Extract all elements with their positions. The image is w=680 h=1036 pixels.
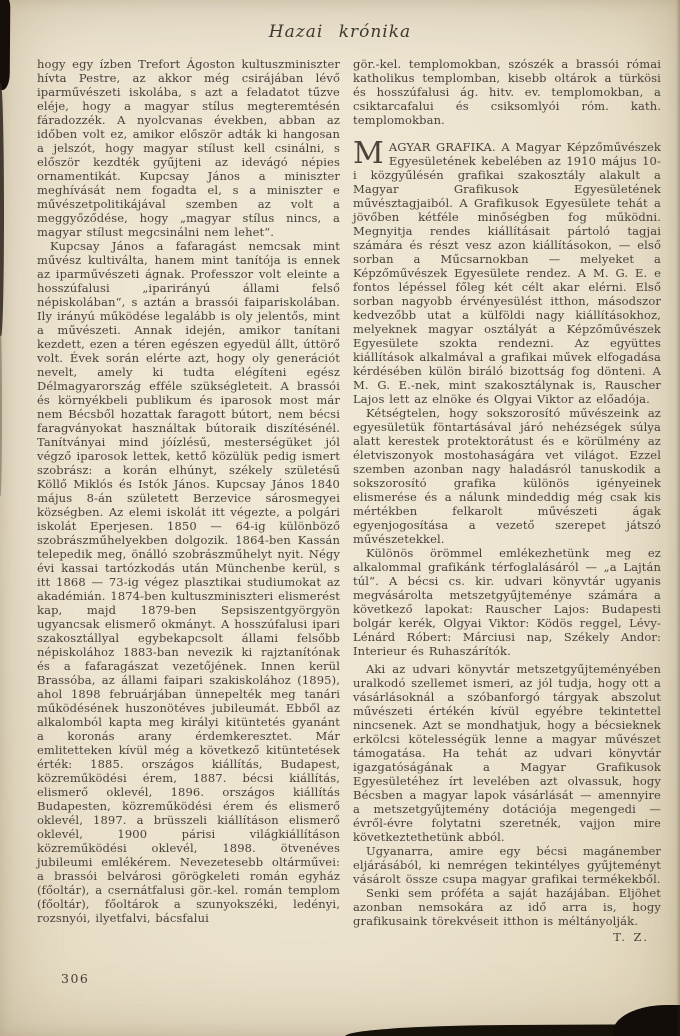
page-header-title: Hazai krónika [268, 22, 412, 42]
section-body-text: AGYAR GRAFIKA. A Magyar Képzőművészek Egyesületének kebelében az 1910 május 10-i közgyűlésén grafikai szakosztály alakult a Magyar Grafikusok Egyesületének művésztagjaiból. A Grafikusok Egyesülete tehát a jövőben kétféle minőségben fog működni. Megnyitja rendes kiállításait pártoló tagjai számára és részt vesz azon kiállításokon, — első sorban a Műcsarnokban — melyeket a Képzőművészek Egyesülete rendez. A M. G. E. e fontos lépéssel főleg két célt akar elérni. Első sorban nagyobb érvényesülést itthon, másodszor kedvezőbb utat a külföldi nagy kiállításokhoz, melyeknek magyar osztályát a Képzőművészek Egyesülete szokta rendezni. Az együttes kiállítások alkalmával a grafikai művek elfogadása kérdésében külön biráló bizottság fog dönteni. A M. G. E.-nek, mint szakosztálynak is, Rauscher Lajos lett az elnöke és Olgyai Viktor az előadója. [353, 140, 661, 406]
author-initials: T. Z. [613, 930, 649, 944]
scan-artifact-left-fade [0, 326, 2, 496]
text-columns [37, 57, 661, 944]
paragraph-kulonos-orommel: Különös örömmel emlékezhetünk meg ez alkalommal grafikánk térfoglalásáról — „a Lajtán túl“. A bécsi cs. kir. udvari könyvtár ugyanis megvásárolta metszetgyűjteménye számára a következő lapokat: Rauscher Lajos: Budapesti bolgár kerék, Olgyai Viktor: Ködös reggel, Lévy-Lénárd Róbert: Márciusi nap, Székely Andor: Interieur és Ruhaszárítók. [353, 546, 661, 658]
paragraph-altars-continuation: gör.-kel. templomokban, szószék a brassói római katholikus templomban, kisebb oltárok a türkösi és hosszúfalusi ág. hitv. ev. templomokban, a csiktarcafalui és csiksomlyói róm. kath. templomokban. [353, 57, 661, 127]
drop-cap-initial: M [353, 136, 384, 171]
scan-artifact-right-edge-shadow [676, 0, 680, 1036]
scan-artifact-left-strip [0, 84, 4, 336]
right-column [353, 57, 661, 944]
scan-artifact-bottom-right-corner [613, 1005, 680, 1036]
paragraph-trefort-continuation: hogy egy ízben Trefort Ágoston kultuszminiszter hívta Pestre, az akkor még csirájában lévő iparművészeti iskolába, s azt a feladatot tűzve eléje, hogy a magyar stílus megteremtésén fáradozzék. A nyolcvanas években, abban az időben volt ez, amikor először adták ki hangosan a jelszót, hogy magyar stílust kell csinálni, s először kezdték gyűjteni az idevágó népies ornamentikát. Kupcsay János a miniszter meghívását nem fogadta el, s a miniszter e művészetpolitikájával szemben az volt a meggyőződése, hogy „magyar stílus nincs, a magyar stílust megcsinálni nem lehet“. [37, 57, 340, 239]
paragraph-senki-sem-profeta: Senki sem próféta a saját hazájában. Eljöhet azonban nemsokára az idő arra is, hogy grafikusaink törekvéseit itthon is méltányolják. [353, 886, 661, 928]
paragraph-ugyanarra: Ugyanarra, amire egy bécsi magánember eljárásából, ki nemrégen tekintélyes gyűjteményt vásárolt össze csupa magyar grafikai termékekből. [353, 844, 661, 886]
paragraph-ketsegtelen: Kétségtelen, hogy sokszorosító művészeink az egyesületük föntartásával járó nehézségek súlya alatt kerestek protektorátust és e körülmény az életviszonyok mostohaságára vet világot. Ezzel szemben azonban nagy haladásról tanuskodik a sokszorosító grafika különös igényeinek elismerése és a nálunk mindeddig még csak kis mértékben felkarolt művészeti ágak egyenjogosítása a vezető szerepet játszó művészetekkel. [353, 406, 661, 546]
scan-artifact-left-top-edge [0, 0, 10, 90]
paragraph-kupcsay-biography: Kupcsay János a fafaragást nemcsak mint művész kultiválta, hanem mint tanítója is ennek az iparművészeti ágnak. Professzor volt eleinte a hosszúfalusi „iparirányú állami felső népiskolában“, s aztán a brassói faipariskolában. Ily irányú működése legalább is oly jelentős, mint a művészeti. Annak idején, amikor tanítani kezdett, ezen a téren egészen egyedül állt, úttörő volt. Évek során elérte azt, hogy oly generációt nevelt, amely ki tudta elégíteni egész Délmagyarország efféle szükségleteit. A brassói és környékbeli publikum és iparosok most már nem Bécsből hozattak faragott bútort, nem bécsi faragványokat használtak bútoraik diszítésénél. Tanítványai mind jóízlésű, mesterségüket jól végző iparosok lettek, kettő közülük pedig ismert szobrász: a korán elhúnyt, székely születésű Köllő Miklós és Istók János. Kupcsay János 1840 május 8-án született Berzevice sárosmegyei községben. Az elemi iskolát itt végezte, a polgári iskolát Eperjesen. 1850 — 64-ig különböző szobrászműhelyekben dolgozik. 1864-ben Kassán telepedik meg, önálló szobrászműhelyt nyit. Négy évi kassai tartózkodás után Münchenbe kerül, s itt 1868 — 73-ig végez plasztikai studiumokat az akadémián. 1874-ben kultuszminiszteri elismerést kap, majd 1879-ben Sepsiszentgyörgyön ugyancsak elismerő okmányt. A hosszúfalusi ipari szakosztállyal egybekapcsolt állami felsőbb népiskolához 1883-ban nevezik ki rajztanítónak és a fafaragászat vezetőjének. Innen kerül Brassóba, az állami faipari szakiskolához (1895), ahol 1898 februárjában ünnepelték meg tanári működésének huszonötéves jubileumát. Ebből az alkalomból kapta meg királyi kitüntetés gyanánt a koronás arany érdemkeresztet. Már emlitetteken kívül még a következő kitüntetések érték: 1885. országos kiállítás, Budapest, közreműködési érem, 1887. bécsi kiállítás, elismerő oklevél, 1896. országos kiállítás Budapesten, közreműködési érem és elismerő oklevél, 1897. a brüsszeli kiállításon elismerő oklevél, 1900 párisi világkiállításon közreműködési oklevél, 1898. ötvenéves jubileumi emlékérem. Nevezetesebb oltárművei: a brassói belvárosi görögkeleti román egyház (főoltár), a csernátfalusi gör.-kel. román templom (főoltár), főoltárok a szunyokszéki, ledényi, rozsnyói, ilyetfalvi, bácsfalui [37, 239, 340, 925]
page-number: 306 [61, 971, 90, 986]
left-column [37, 57, 340, 944]
paragraph-magyar-grafika-section [353, 136, 661, 406]
paragraph-udvari-konyvtar: Aki az udvari könyvtár metszetgyűjteményében uralkodó szellemet ismeri, az jól tudja, hogy ott a vásárlásoknál a szóbanforgó tárgyak abszolut művészeti értékén kívül egyébre tekintettel nincsenek. Azt se mondhatjuk, hogy a bécsieknek erkölcsi kötelességük lenne a magyar művészet támogatása. Ha tehát az udvari könyvtár igazgatóságának a Magyar Grafikusok Egyesületéhez írt levelében azt olvassuk, hogy Bécsben a magyar lapok vásárlását — amennyire a metszetgyűjtemény dotációja megengedi — évről-évre folytatni szeretnék, vajjon mire következtethetünk abból. [353, 662, 661, 844]
